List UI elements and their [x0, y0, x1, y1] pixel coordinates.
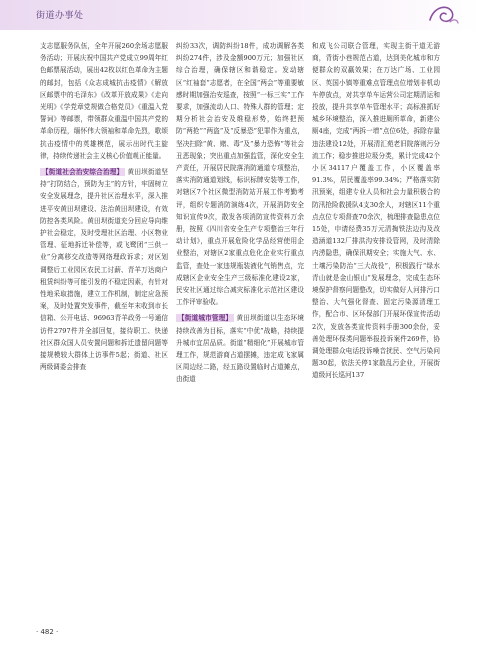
body-columns: [40, 40, 440, 610]
page-number: · 482 ·: [36, 628, 59, 636]
section-heading: 【街道社会治安综合治理】: [42, 168, 124, 177]
paragraph: [312, 40, 440, 382]
column-2: [176, 40, 304, 610]
paragraph-text: 和成飞公司联合管理，实现主街干道无游商，背街小巷规范占道，达到美化城市和方便群众的双赢效果；在万达广场、工业园区、英国小镇等重难点管理点位增划非机动车停放点，对共享单车运营公司定期清运和投放，提升共享单车管理水平；高标准抓好城乡环境整治，深入推进厕所革命，新建公厕4座，完成“两拆一增”点位6处，拆除存量违法建设12处，开展清汇苑老旧院落则污分流工作；稳步推进垃圾分类，累计完成42个小区34117户覆盖工作，小区覆盖率91.3%，居民覆盖率99.34%；严格落实防汛预案，组建专业人员和社会力量积极合的防汛抢险救援队4支30余人，对辖区11个重点点位专项督查70余次，梳理排查隐患点位15处，申请经费35万元清掏铁法边沟及改造涵道132厂排洪沟安排设管网，及时清除内涝隐患，确保汛期安全；实施大气、水、土壤污染防治“三大战役”，积极践行“绿水青山就是金山银山”发展理念，完成生态环境保护督察问题整改，切实做好人河排污口整治、大气强化督查、固定污染源清理工作，配合市、区环保部门开展环保宣传活动2次，发放各类宣传资料手册300余份，妥善处理环保类问题举报投诉案件269件，协调处理群众电话投诉噪音扰民、空气污染问题30起，依法关停1家散乱污企业，开展街道级河长巡河137: [312, 42, 440, 380]
paragraph: [40, 40, 168, 162]
section-title: 街道办事处: [36, 11, 84, 21]
paragraph: [176, 312, 304, 385]
paragraph-text: 黄田坝街道以生态环境持续改善为目标，落实“中优”战略，持续提升城市宜居品质。街道“精细化”开展城市管理工作，规范游商占道摆摊，违定成飞家属区周边经二路，经五路设置临时占道摊点，由街道: [176, 314, 304, 384]
paragraph: [176, 40, 304, 308]
column-3: [312, 40, 440, 610]
paragraph-text: 纠纷33次，调防纠纷18件，成功调解各类纠纷274件，涉及金额900万元；加强社区综合治理，确保辖区和谐稳定。发动辖区“红袖套”志愿者，在全国“两会”等重要敏感时期加强治安巡查，按照“一标三实”工作要求，加强流动人口、特殊人群的管理；定期分析社会治安及维稳形势，始终把预防“两抢”“两盗”及“反暴恐”犯罪作为重点，坚决扫除“黄、赌、毒”及“暴力恐怖”等社会丑恶现象；突出重点加强监管，深化安全生产责任，开展居民院落消防通道专项整治，落实消防通道划线，标识标牌安装等工作，对辖区7个社区微型消防站开展工作考勤考评，组织专题消防演练4次，开展消防安全知识宣传9次，散发各项消防宣传资料万余册，按照《四川省安全生产专项整治三年行动计划》，重点开展危险化学品经营使用企业整治，对辖区2家重点危化企业实行重点监管，查处一家违规瓶装液化气销售点，完成辖区企业安全生产三级标准化建设2家，民安社区通过综合减灾标准化示范社区建设工作评审验收。: [176, 42, 304, 307]
column-1: [40, 40, 168, 610]
section-heading: 【街道城市管理】: [178, 314, 233, 323]
paragraph-text: 黄田坝街道坚持“打防结合，预防为主”的方针，牢固树立安全发展理念，提升社区治理水平，深入推进平安黄田坝建设、法治黄田坝建设，有效防控各类风险。黄田坝街道充分回应导向维护社会稳定，及时受理社区治理、小区物业管理、征地拆迁补偿等，或飞鹭团“三供一业”分离移交改造等网络理政诉求；对区划调整后工业园区农民工讨薪、青羊万达商户租赁纠纷等可能引发的不稳定因素，有针对性地采取措施，建立工作机制，制定应急预案，及时处置突发事件，截至年末收到市长信箱、公开电话、96963青羊政务一号通信访件2797件并全部回复，接待职工、快递社区群众国人员安置问题和拆迁遗留问题等接规模较大群体上访事件5起；街道、社区两级调委会排查: [40, 168, 168, 372]
paragraph-text: 支志愿服务队伍，全年开展260余场志愿服务活动；开展庆祝中国共产党成立99周年红色邮票展活动，展出42枚以红色革命为主题的邮封，包括《众志成城抗击疫情》《解放区邮票中的毛泽东》《改革开放成果》《走向光明》《学党章党规做合格党员》《重温入党誓词》等邮票，带领群众重温中国共产党的革命历程，缅怀伟大领袖和革命先烈，歌颂抗击疫情中的英雄模范，展示出时代主旋律，持续传递社会主义核心价值观正能量。: [40, 42, 168, 160]
paragraph: [40, 166, 168, 373]
page-header: [0, 0, 480, 30]
decorative-swirl-icon: [426, 2, 460, 28]
